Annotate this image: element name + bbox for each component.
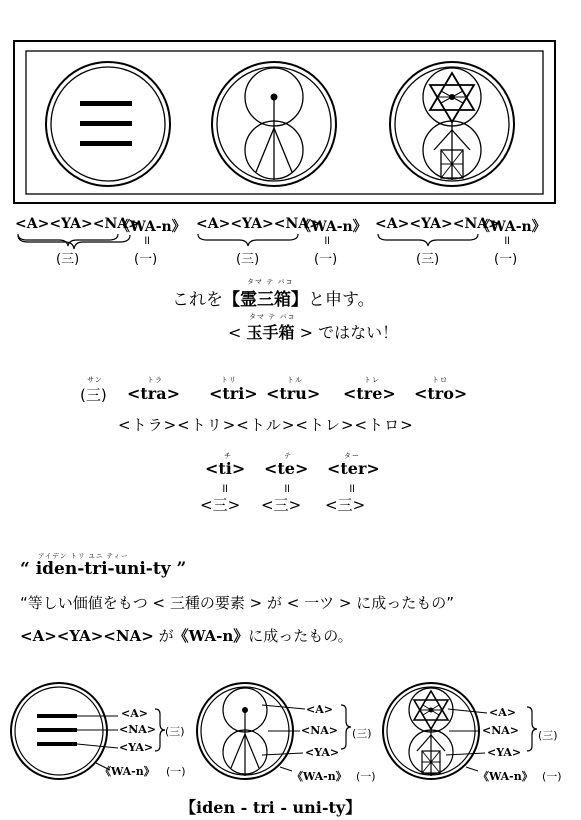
hexagram-emblem [390, 62, 514, 186]
b3-label-wan: 《WA-n》 [478, 770, 533, 783]
tri-lead-ruby: サン [87, 376, 103, 384]
ti-value-3: <三> [325, 496, 366, 514]
b2-label-na: <NA> [301, 724, 339, 737]
b1-label-one: (一) [166, 765, 186, 778]
identity-ruby: アイデン トリ ユニ ティー [38, 552, 129, 560]
tri-word-2: <tri> [209, 384, 258, 403]
bottom-emblems [0, 675, 581, 805]
b3-label-ya: <YA> [487, 746, 522, 759]
ti-word-3: <ter> [327, 459, 380, 478]
tri-ruby-3: トル [287, 376, 303, 384]
tri-word-4: <tre> [343, 384, 396, 403]
title-close-bracket: 】 [291, 290, 308, 310]
equals-mark-1: ॥ [143, 233, 151, 247]
negation-open: < [228, 323, 242, 342]
negation-term: 玉手箱 [246, 323, 295, 342]
title-ruby: タマ テ バコ [247, 278, 294, 286]
identity-line2-suffix: に成ったもの。 [248, 627, 353, 645]
title-term: 霊三箱 [240, 290, 291, 310]
bottom-caption: 【iden - tri - uni-ty】 [180, 798, 362, 817]
b1-label-na: <NA> [119, 723, 157, 736]
negation-line [228, 320, 398, 343]
tri-ruby-4: トレ [364, 376, 380, 384]
b1-label-ya: <YA> [119, 741, 154, 754]
tri-ruby-1: トラ [147, 376, 163, 384]
b1-label-wan: 《WA-n》 [100, 765, 155, 778]
tri-word-3: <tru> [266, 384, 321, 403]
group-label-1: <A><YA><NA> [15, 216, 140, 232]
wan-label-2: 《WA-n》 [297, 219, 367, 235]
one-label-3: (一) [494, 252, 518, 267]
b2-label-ya: <YA> [305, 746, 340, 759]
b3-label-one: (一) [542, 770, 562, 783]
ti-word-2: <te> [264, 459, 309, 478]
tri-ruby-2: トリ [221, 376, 237, 384]
b2-label-three: (三) [352, 727, 372, 740]
identity-line2-wan: 《WA-n》 [173, 627, 249, 645]
ti-value-1: <三> [200, 496, 241, 514]
title-open-bracket: 【 [223, 290, 240, 310]
group-label-3: <A><YA><NA> [375, 216, 500, 232]
ti-equals-3: ॥ [348, 481, 356, 495]
tri-word-5: <tro> [414, 384, 468, 403]
ti-equals-1: ॥ [221, 481, 229, 495]
group-label-2: <A><YA><NA> [196, 216, 321, 232]
equals-mark-3: ॥ [503, 233, 511, 247]
title-line [172, 285, 375, 310]
ti-equals-2: ॥ [283, 481, 291, 495]
b3-label-three: (三) [538, 729, 558, 742]
b3-label-a: <A> [489, 706, 516, 719]
ti-word-1: <ti> [205, 459, 246, 478]
identity-term: “ iden-tri-uni-ty ” [20, 559, 187, 579]
identity-line2-ga: が [158, 627, 174, 645]
ti-ruby-1: チ [224, 452, 232, 460]
equals-mark-2: ॥ [323, 233, 331, 247]
b1-label-a: <A> [121, 707, 148, 720]
three-bars-emblem [46, 62, 170, 186]
negation-close: > [299, 323, 314, 342]
identity-line2-group: <A><YA><NA> [20, 627, 154, 645]
b1-label-three: (三) [165, 725, 185, 738]
tri-kana-line: <トラ><トリ><トル><トレ><トロ> [118, 416, 414, 434]
ti-ruby-3: ター [344, 452, 360, 460]
three-label-1: (三) [56, 252, 80, 267]
title-prefix: これを [172, 290, 223, 310]
identity-line-2 [20, 625, 353, 646]
top-symbol-panel [0, 0, 581, 215]
one-label-2: (一) [314, 252, 338, 267]
three-label-2: (三) [236, 252, 260, 267]
title-suffix: と申す。 [308, 290, 375, 310]
three-label-3: (三) [416, 252, 440, 267]
tri-lead: (三) [80, 386, 107, 404]
identity-line-1: “等しい価値をもつ < 三種の要素 > が < 一ツ > に成ったもの” [20, 594, 454, 612]
negation-ruby: タマ テ バコ [249, 313, 296, 321]
b2-label-wan: 《WA-n》 [292, 770, 347, 783]
ti-value-2: <三> [261, 496, 302, 514]
b3-label-na: <NA> [482, 724, 520, 737]
tri-ruby-5: トロ [432, 376, 448, 384]
b2-label-a: <A> [306, 703, 333, 716]
wan-label-1: 《WA-n》 [116, 219, 186, 235]
b2-label-one: (一) [356, 770, 376, 783]
figure-emblem [212, 62, 336, 186]
one-label-1: (一) [134, 252, 158, 267]
ti-ruby-2: テ [284, 452, 292, 460]
wan-label-3: 《WA-n》 [476, 219, 546, 235]
tri-word-1: <tra> [127, 384, 180, 403]
negation-suffix: ではない！ [318, 323, 399, 342]
